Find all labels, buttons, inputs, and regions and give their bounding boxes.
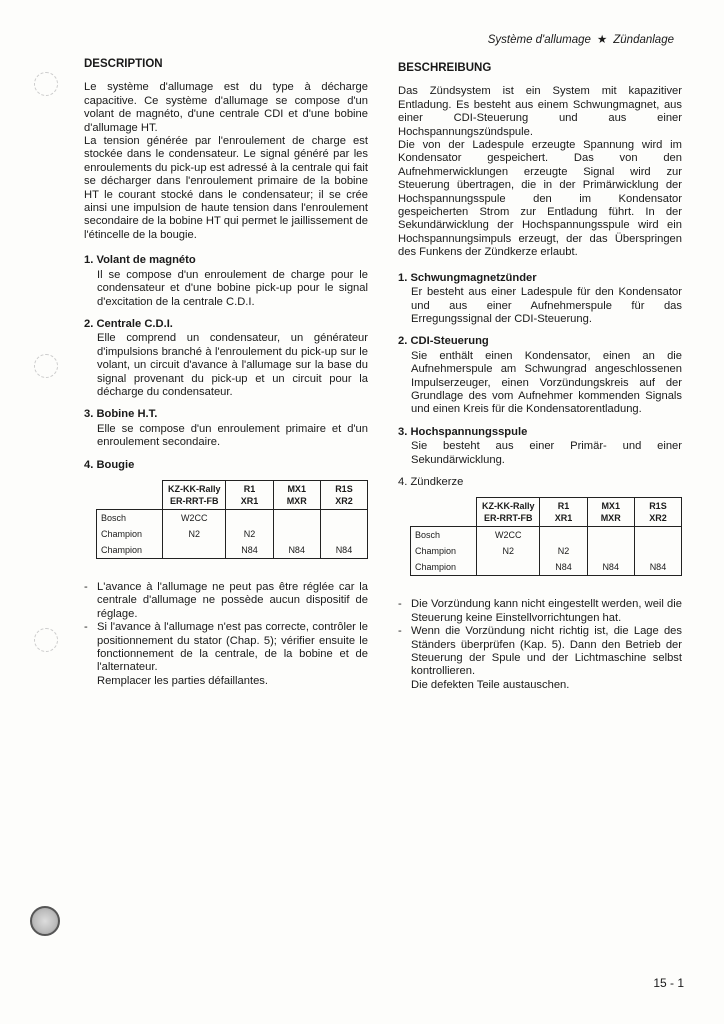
subsection-title: 2. Centrale C.D.I.	[84, 317, 173, 330]
subsection-title: 3. Hochspannungsspule	[398, 425, 528, 438]
table-row: Champion N84 N84 N84	[411, 559, 682, 576]
list-item: - Wenn die Vorzündung nicht richtig ist, die Lage des Ständers überprüfen (Kap. 5). Dann den Betrieb der Steuerung der Spule und der Lichtmaschine selbst kontrollieren.	[398, 625, 682, 678]
list-item: - Si l'avance à l'allumage n'est pas correcte, contrôler le positionnement du stator (Chap. 5); vérifier ensuite le fonctionnement de la centrale, de la bobine et de l'alternateur.	[84, 621, 368, 674]
final-note: Die defekten Teile austauschen.	[411, 678, 570, 691]
table-header: KZ-KK-Rally ER-RRT-FB	[163, 480, 226, 509]
table-header: MX1 MXR	[273, 480, 320, 509]
header-german: Zündanlage	[613, 34, 674, 46]
subsection-text: Sie enthält einen Kondensator, einen an die Aufnehmerspule am Schwungrad angeschlossenen Impulserzeuger, einen Vorzündungskreis auf der Grundlage des vom Aufnehmer kommenden Signals und einen Kreis für die Kondensatorentladung.	[411, 349, 682, 416]
table-header: KZ-KK-Rally ER-RRT-FB	[477, 498, 540, 527]
binder-hole-icon	[30, 906, 60, 936]
table-row: Bosch W2CC	[411, 527, 682, 544]
spark-plug-table	[410, 497, 682, 576]
page-number: 15 - 1	[653, 976, 684, 990]
notes-list	[84, 581, 368, 688]
table-header: R1S XR2	[634, 498, 681, 527]
subsection-title: 4. Zündkerze	[398, 475, 464, 488]
star-icon: ★	[596, 34, 608, 46]
subsection-title: 3. Bobine H.T.	[84, 408, 158, 421]
table-row: Champion N2 N2	[411, 543, 682, 559]
section-heading: DESCRIPTION	[84, 58, 163, 70]
spark-plug-table	[96, 480, 368, 559]
intro-paragraph: Das Zündsystem ist ein System mit kapazitiver Entladung. Es besteht aus einem Schwungmagnet, aus einer CDI-Steuerung und aus einer Hochspannungszündspule.	[398, 85, 682, 138]
subsection-text: Sie besteht aus einer Primär- und einer Sekundärwicklung.	[411, 440, 682, 466]
binder-hole-mark	[34, 72, 58, 96]
subsection-text: Elle comprend un condensateur, un générateur d'impulsions branché à l'enroulement du pick-up sur le volant, un circuit d'avance à l'allumage sur la base du signal provenant du pick-up et un circuit pour la décharge du condensateur.	[97, 332, 368, 398]
table-header: R1 XR1	[540, 498, 587, 527]
section-heading: BESCHREIBUNG	[398, 62, 492, 74]
subsection-title: 4. Bougie	[84, 458, 135, 471]
notes-list	[398, 598, 682, 692]
subsection-title: 1. Schwungmagnetzünder	[398, 271, 537, 284]
intro-paragraph: Le système d'allumage est du type à décharge capacitive. Ce système d'allumage se compose d'un volant de magnéto, d'une centrale CDI et d'une bobine d'allumage HT.	[84, 81, 368, 134]
table-row: Champion N84 N84 N84	[97, 542, 368, 559]
list-item: - L'avance à l'allumage ne peut pas être réglée car la centrale d'allumage ne possède aucun dispositif de réglage.	[84, 580, 368, 620]
subsection-title: 2. CDI-Steuerung	[398, 335, 489, 348]
subsection-text: Er besteht aus einer Ladespule für den Kondensator und aus einer Aufnehmerspule für das Erregungssignal der CDI-Steuerung.	[411, 286, 682, 325]
binder-hole-mark	[34, 628, 58, 652]
binder-hole-mark	[34, 354, 58, 378]
subsection-title: 1. Volant de magnéto	[84, 254, 196, 267]
french-column	[84, 58, 368, 688]
table-row: Champion N2 N2	[97, 526, 368, 542]
intro-paragraph: Die von der Ladespule erzeugte Spannung wird im Kondensator gespeichert. Das von den Aufnehmerwicklungen erzeugte Signal wird zur Steuerung übertragen, die in der Primärwicklung der Hochspannungsspule den im Kondensator gespeicherten Strom zur Entladung führt. In der Sekundärwicklung der Hochspannungsspule wird ein Hochspannungsimpuls erzeugt, der das Überspringen des Funkens der Zündkerze erlaubt.	[398, 139, 682, 259]
subsection-text: Elle se compose d'un enroulement primaire et d'un enroulement secondaire.	[97, 422, 368, 449]
running-header	[488, 32, 674, 46]
german-column	[398, 58, 682, 692]
table-header: R1S XR2	[320, 480, 367, 509]
final-note: Remplacer les parties défaillantes.	[97, 674, 269, 687]
header-french: Système d'allumage	[487, 34, 591, 46]
table-row: Bosch W2CC	[97, 509, 368, 526]
subsection-text: Il se compose d'un enroulement de charge pour le condensateur et d'une bobine pick-up pour le signal d'excitation de la centrale C.D.I.	[97, 268, 368, 308]
table-header: R1 XR1	[226, 480, 273, 509]
table-header: MX1 MXR	[587, 498, 634, 527]
list-item: - Die Vorzündung kann nicht eingestellt werden, weil die Steuerung keine Einstellvorrichtungen hat.	[398, 598, 682, 624]
intro-paragraph: La tension générée par l'enroulement de charge est stockée dans le condensateur. Le signal généré par les enroulements du pick-up est adressé à la centrale qui fait se décharger dans l'enroulement primaire de la bobine HT le courant stocké dans le condensateur; il se crée ainsi une impulsion de haute tension dans l'enroulement secondaire de la bobine HT qui permet le jaillissement de l'étincelle de la bougie.	[84, 135, 368, 241]
